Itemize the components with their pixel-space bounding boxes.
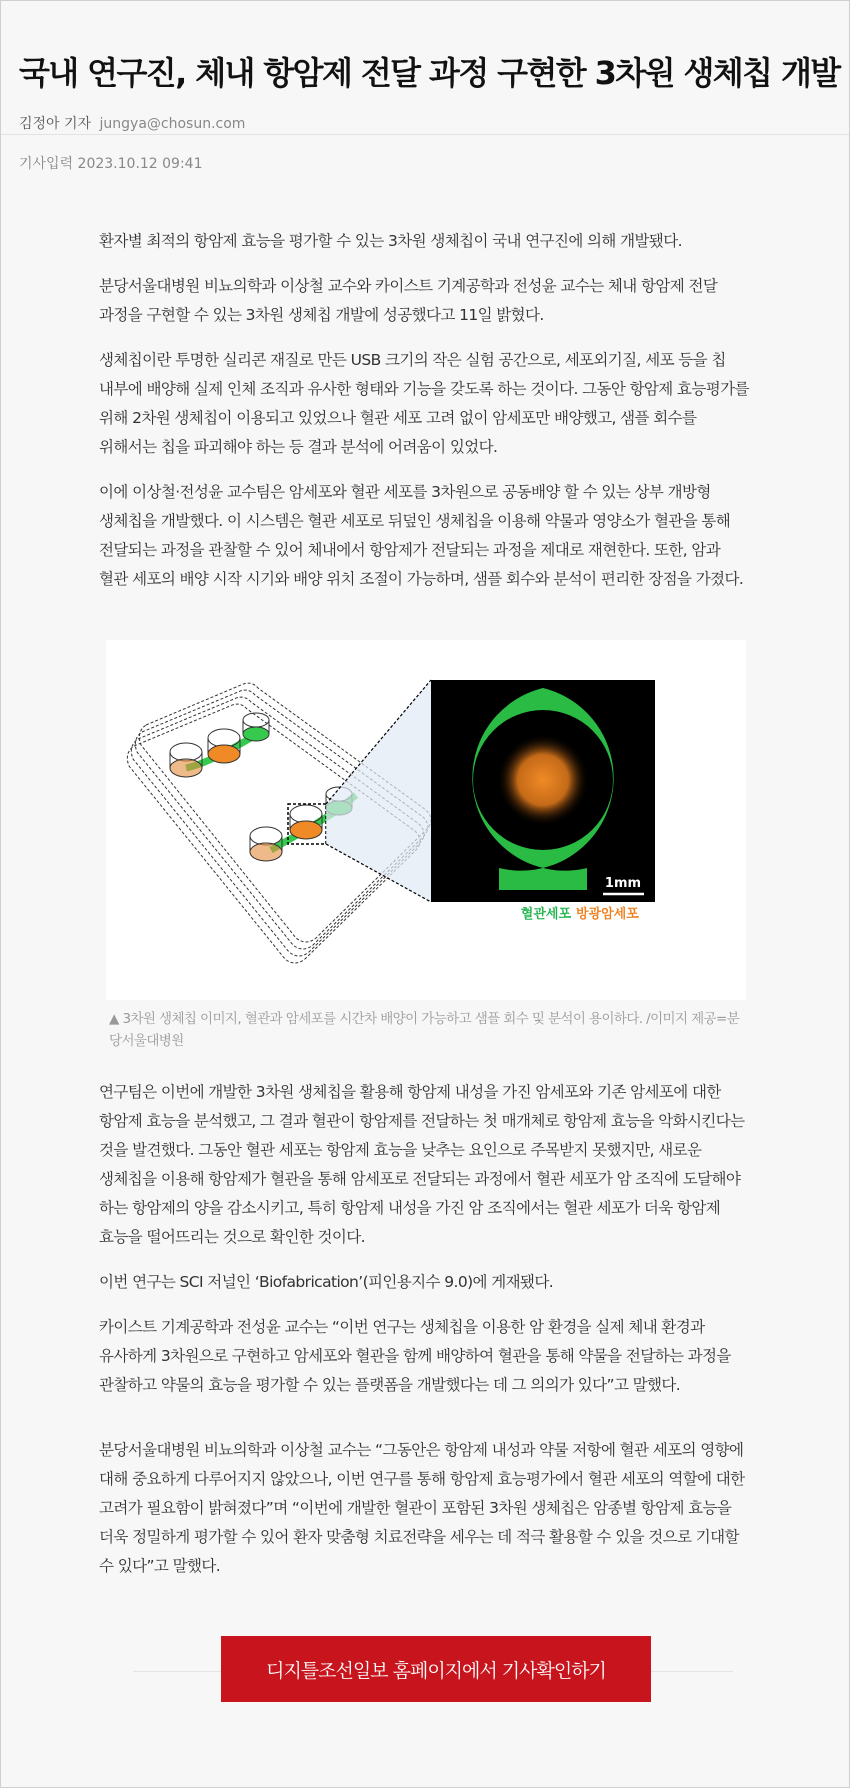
byline	[19, 113, 831, 133]
legend-cancer: 방광암세포	[576, 907, 639, 922]
paragraph: 이번 연구는 SCI 저널인 ‘Biofabrication’(피인용지수 9.0)에 게재됐다.	[99, 1273, 554, 1291]
legend-vessel: 혈관세포	[520, 907, 571, 922]
article-body-top	[99, 227, 751, 610]
figure-caption: ▲ 3차원 생체칩 이미지, 혈관과 암세포를 시간차 배양이 가능하고 샘플 회수 및 분석이 용이하다. /이미지 제공=분당서울대병원	[109, 1011, 740, 1049]
article-body-bottom	[99, 1078, 751, 1597]
paragraph: 분당서울대병원 비뇨의학과 이상철 교수는 “그동안은 항암제 내성과 약물 저항에 혈관 세포의 영향에 대해 중요하게 다루어지지 않았으나, 이번 연구를 통해 항암제 효능평가에서 혈관 세포의 역할에 대한 고려가 필요함이 밝혀졌다”며 “이번에 개발한 혈관이 포함된 3차원 생체칩은 암종별 항암제 효능을 더욱 정밀하게 평가할 수 있어 환자 맞춤형 치료전략을 세우는 데 적극 활용할 수 있을 것으로 기대할 수 있다”고 말했다.	[99, 1441, 745, 1575]
paragraph: 이에 이상철·전성윤 교수팀은 암세포와 혈관 세포를 3차원으로 공동배양 할 수 있는 상부 개방형 생체칩을 개발했다. 이 시스템은 혈관 세포로 뒤덮인 생체칩을 이용해 약물과 영양소가 혈관을 통해 전달되는 과정을 관찰할 수 있어 체내에서 항암제가 전달되는 과정을 제대로 재현한다. 또한, 암과 혈관 세포의 배양 시작 시기와 배양 위치 조절이 가능하며, 샘플 회수와 분석이 편리한 장점을 가졌다.	[99, 483, 744, 588]
wells	[170, 713, 352, 861]
scale-bar-label: 1mm	[604, 876, 642, 891]
paragraph: 환자별 최적의 항암제 효능을 평가할 수 있는 3차원 생체칩이 국내 연구진에 의해 개발됐다.	[99, 232, 682, 250]
paragraph: 연구팀은 이번에 개발한 3차원 생체칩을 활용해 항암제 내성을 가진 암세포와 기존 암세포에 대한 항암제 효능을 분석했고, 그 결과 혈관이 항암제를 전달하는 첫 매개체로 항암제 효능을 악화시킨다는 것을 발견했다. 그동안 혈관 세포는 항암제 효능을 낮추는 요인으로 주목받지 못했지만, 새로운 생체칩을 이용해 항암제가 혈관을 통해 암세포로 전달되는 과정에서 혈관 세포가 암 조직에 도달해야 하는 항암제의 양을 감소시키고, 특히 항암제 내성을 가진 암 조직에서는 혈관 세포가 더욱 항암제 효능을 떨어뜨리는 것으로 확인한 것이다.	[99, 1083, 745, 1246]
reporter-name: 김정아 기자	[19, 116, 92, 132]
paragraph: 생체칩이란 투명한 실리콘 재질로 만든 USB 크기의 작은 실험 공간으로, 세포외기질, 세포 등을 칩 내부에 배양해 실제 인체 조직과 유사한 형태와 기능을 갖도록 하는 것이다. 그동안 항암제 효능평가를 위해 2차원 생체칩이 이용되고 있었으나 혈관 세포 고려 없이 암세포만 배양했고, 샘플 회수를 위해서는 칩을 파괴해야 하는 등 결과 분석에 어려움이 있었다.	[99, 351, 749, 456]
publish-date: 기사입력 2023.10.12 09:41	[19, 156, 203, 172]
view-original-article-button[interactable]: 디지틀조선일보 홈페이지에서 기사확인하기	[221, 1636, 651, 1702]
biochip-illustration	[106, 640, 746, 1000]
zoom-cone	[326, 680, 431, 902]
microscopy-image	[431, 680, 655, 902]
paragraph: 분당서울대병원 비뇨의학과 이상철 교수와 카이스트 기계공학과 전성윤 교수는 체내 항암제 전달 과정을 구현할 수 있는 3차원 생체칩 개발에 성공했다고 11일 밝혔다.	[99, 277, 718, 324]
article-title: 국내 연구진, 체내 항암제 전달 과정 구현한 3차원 생체칩 개발	[19, 54, 840, 92]
article-figure	[106, 640, 746, 1000]
reporter-email[interactable]: jungya@chosun.com	[99, 116, 246, 132]
article-header	[1, 1, 849, 172]
paragraph: 카이스트 기계공학과 전성윤 교수는 “이번 연구는 생체칩을 이용한 암 환경을 실제 체내 환경과 유사하게 3차원으로 구현하고 암세포와 혈관을 함께 배양하여 혈관을 통해 약물을 전달하는 과정을 관찰하고 약물의 효능을 평가할 수 있는 플랫폼을 개발했다는 데 그 의의가 있다”고 말했다.	[99, 1318, 731, 1394]
